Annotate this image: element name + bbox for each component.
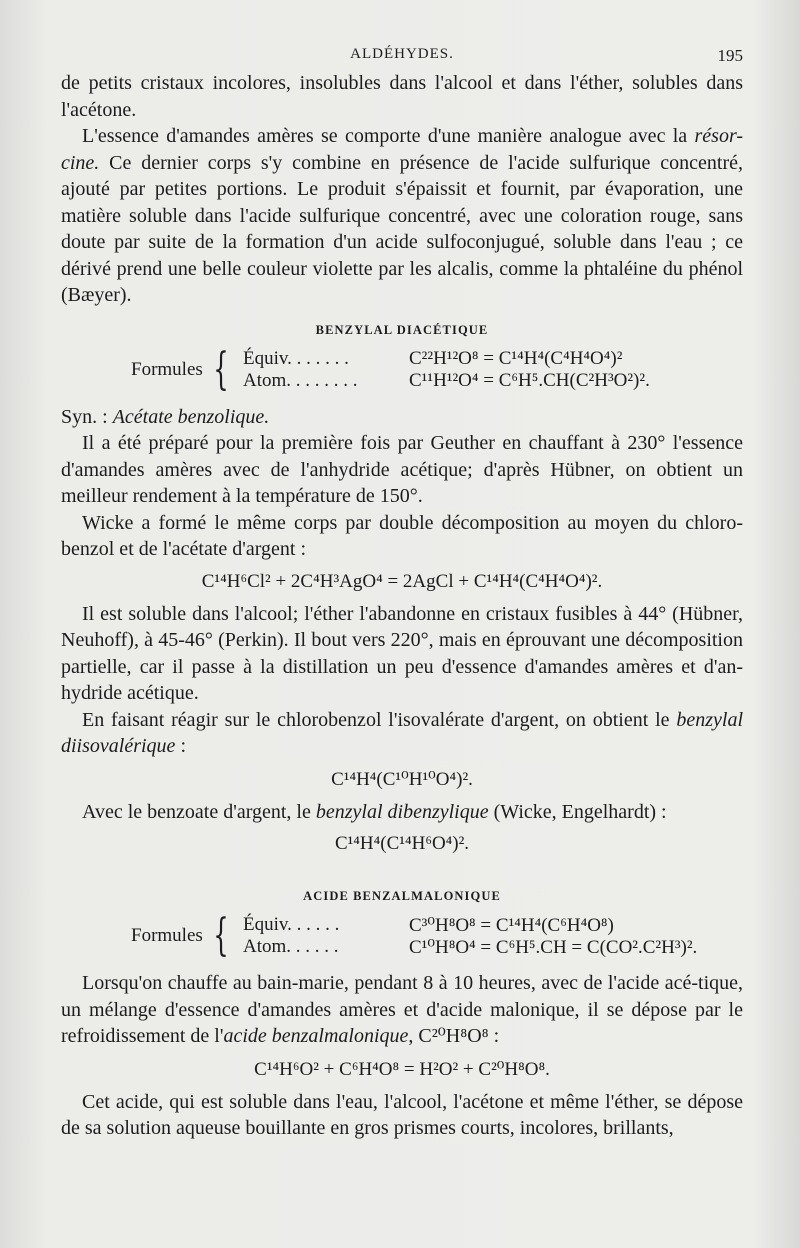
p5-text: Avec le benzoate d'argent, le [82, 800, 311, 823]
synonym-line [61, 404, 743, 431]
p4-term-1: benzylal [676, 708, 743, 731]
formules-label: Formules [131, 358, 203, 380]
paragraph-2-text: L'essence d'amandes amères se comporte d'une manière analogue avec la [82, 125, 688, 147]
paragraph-malonique-2: Cet acide, qui est soluble dans l'eau, l'alcool, l'acétone et même l'éther, se dépose de sa solution aqueuse bouillante en gros prismes courts, incolores, brillants, [61, 1090, 743, 1139]
paragraph-malonique-1 [61, 970, 743, 1050]
atom-label-2: Atom. . . . . . [243, 936, 339, 957]
paragraph-benzylal-4 [61, 707, 743, 760]
paragraph-2-rest: Ce dernier corps s'y combine en présence de l'acide sulfurique concentré, ajouté par petites portions. Le produit s'épaissit et fournit, par évaporation, une matière soluble dans l'acide sulfurique concentré, avec une coloration rouge, sans doute par suite de la formation d'un acide sulfoconjugué, soluble dans l'eau ; ce dérivé prend une belle couleur violette par les alcalis, comme la phtaléine du phénol (Bæyer). [61, 151, 743, 306]
paragraph-benzylal-2: Wicke a formé le même corps par double décomposition au moyen du chloro-benzol et de l'acétate d'argent : [61, 511, 743, 560]
page-number: 195 [717, 46, 743, 65]
paragraph-benzylal-3: Il est soluble dans l'alcool; l'éther l'abandonne en cristaux fusibles à 44° (Hübner, Neuhoff), à 45-46° (Perkin). Il bout vers 220°, mais en éprouvant une décomposition partielle, car il passe à la distillation un peu d'essence d'amandes amères et d'an-hydride acétique. [61, 602, 743, 704]
running-head [61, 46, 743, 66]
equation-1: C¹⁴H⁶Cl² + 2C⁴H³AgO⁴ = 2AgCl + C¹⁴H⁴(C⁴H⁴O⁴)². [201, 570, 603, 592]
atom-formula-2: C¹⁰H⁸O⁴ = C⁶H⁵.CH = C(CO².C²H³)². [409, 936, 698, 958]
pm1-term: acide benzalmalonique [223, 1025, 409, 1047]
equiv-label-2: Équiv. . . . . . [243, 914, 340, 935]
equiv-formula-2: C³⁰H⁸O⁸ = C¹⁴H⁴(C⁶H⁴O⁸) [409, 914, 614, 936]
paragraph-benzylal-1: Il a été préparé pour la première fois par Geuther en chauffant à 230° l'essence d'amandes amères avec de l'anhydride acétique; d'après Hübner, on obtient un meilleur rendement à la température de 150°. [61, 432, 743, 507]
brace-icon-2: { [213, 910, 229, 961]
paragraph-benzylal-5 [61, 799, 743, 826]
formula-block-benzalmalonique [131, 910, 743, 961]
pm1-text: Lorsqu'on chauffe au bain-marie, pendant 8 à 10 heures, avec de l'acide acé-tique, un mélange d'essence d'amandes amères et d'acide malonique, il se dépose par le refroidissement de l' [61, 972, 743, 1047]
syn-name: Acétate benzolique. [112, 405, 270, 428]
atom-formula: C¹¹H¹²O⁴ = C⁶H⁵.CH(C²H³O²)². [409, 369, 650, 391]
p4-text: En faisant réagir sur le chlorobenzol l'isovalérate d'argent, on obtient le [82, 708, 670, 731]
page-body [61, 70, 743, 1142]
formula-block-benzylal [131, 343, 743, 395]
equiv-label: Équiv. . . . . . . [243, 347, 349, 369]
equiv-formula: C²²H¹²O⁸ = C¹⁴H⁴(C⁴H⁴O⁴)² [409, 347, 623, 369]
equation-4: C¹⁴H⁶O² + C⁶H⁴O⁸ = H²O² + C²⁰H⁸O⁸. [254, 1058, 550, 1080]
p4-term-2: diisovalérique [61, 735, 176, 757]
resorcine-term: résor-cine. [61, 125, 743, 174]
section-heading-benzylal: BENZYLAL DIACÉTIQUE [315, 322, 489, 337]
paragraph-1: de petits cristaux incolores, insolubles dans l'alcool et dans l'éther, solubles dans l'acétone. [61, 72, 743, 121]
atom-label: Atom. . . . . . . . [243, 369, 358, 391]
formules-label-2: Formules [131, 925, 203, 946]
p5-term: benzylal dibenzylique [315, 800, 489, 823]
section-heading-benzalmalonique: ACIDE BENZALMALONIQUE [303, 889, 501, 903]
pm1-tail: , C²⁰H⁸O⁸ : [408, 1025, 500, 1047]
p5-tail: (Wicke, Engelhardt) : [488, 800, 667, 823]
running-title: ALDÉHYDES. [350, 46, 454, 62]
syn-prefix: Syn. : [61, 405, 113, 428]
brace-icon: { [213, 343, 229, 395]
equation-3: C¹⁴H⁴(C¹⁴H⁶O⁴)². [334, 833, 470, 854]
p4-tail: : [175, 735, 186, 757]
paragraph-2 [61, 123, 743, 309]
equation-2: C¹⁴H⁴(C¹⁰H¹⁰O⁴)². [331, 768, 473, 790]
